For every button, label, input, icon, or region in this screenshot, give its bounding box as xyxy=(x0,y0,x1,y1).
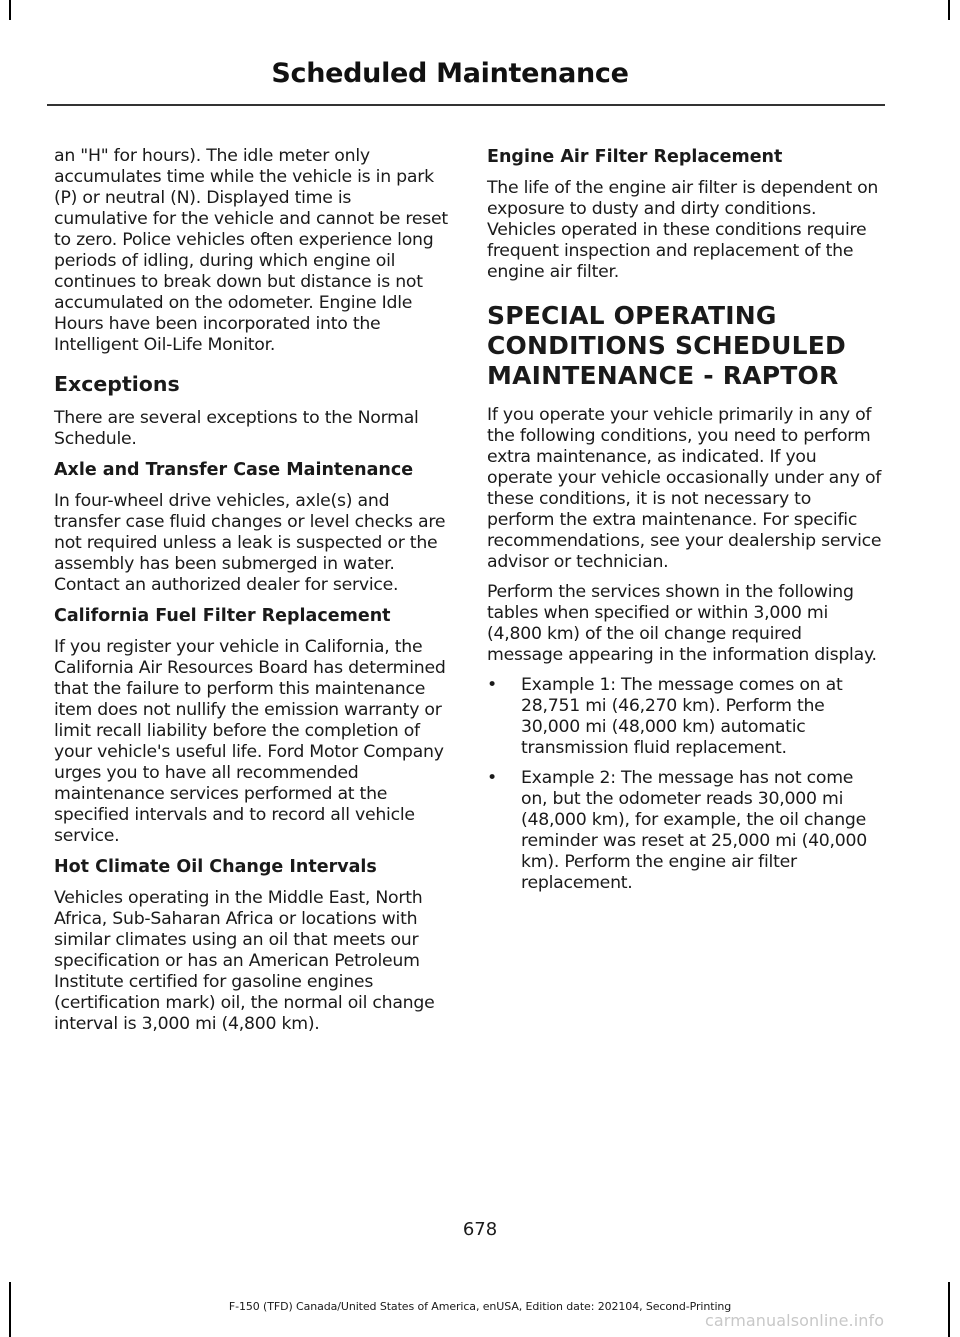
crop-mark-top-right xyxy=(948,0,950,20)
crop-mark-top-left xyxy=(9,0,11,20)
intro-paragraph: an "H" for hours). The idle meter only accumulates time while the vehicle is in park (P) or neutral (N). Displayed time is cumulative for the vehicle and cannot be reset to zero. Police vehicles often experience long periods of idling, during which engine oil continues to break down but distance is not accumulated on the odometer. Engine Idle Hours have been incorporated into the Intelligent Oil-Life Monitor. xyxy=(54,146,448,355)
list-item xyxy=(487,675,882,759)
list-item xyxy=(487,768,882,894)
axle-heading: Axle and Transfer Case Maintenance xyxy=(54,460,414,480)
california-heading: California Fuel Filter Replacement xyxy=(54,606,391,626)
page-title: Scheduled Maintenance xyxy=(271,58,629,89)
exceptions-paragraph: There are several exceptions to the Normal Schedule. xyxy=(54,408,419,449)
air-filter-paragraph: The life of the engine air filter is dependent on exposure to dusty and dirty conditions. Vehicles operated in these conditions require frequent inspection and replacement of the engine air filter. xyxy=(487,178,879,282)
left-column xyxy=(54,146,449,1044)
page-number: 678 xyxy=(462,1219,498,1240)
examples-list xyxy=(487,675,882,894)
example-1-text: Example 1: The message comes on at 28,751 mi (46,270 km). Perform the 30,000 mi (48,000 km) automatic transmission fluid replacement. xyxy=(521,675,843,758)
right-column xyxy=(487,146,882,903)
bullet-icon: • xyxy=(487,675,497,695)
header-divider xyxy=(47,104,885,106)
hot-climate-heading: Hot Climate Oil Change Intervals xyxy=(54,857,377,877)
exceptions-heading: Exceptions xyxy=(54,372,180,396)
crop-mark-bottom-left xyxy=(9,1282,11,1337)
air-filter-heading: Engine Air Filter Replacement xyxy=(487,147,783,167)
footer-edition-info: F-150 (TFD) Canada/United States of America, enUSA, Edition date: 202104, Second-Printing xyxy=(228,1300,732,1313)
example-2-text: Example 2: The message has not come on, but the odometer reads 30,000 mi (48,000 km), for example, the oil change reminder was reset at 25,000 mi (40,000 km). Perform the engine air filter replacement. xyxy=(521,768,868,893)
bullet-icon: • xyxy=(487,768,497,788)
special-conditions-paragraph-1: If you operate your vehicle primarily in any of the following conditions, you need to perform extra maintenance, as indicated. If you operate your vehicle occasionally under any of these conditions, it is not necessary to perform the extra maintenance. For specific recommendations, see your dealership service advisor or technician. xyxy=(487,405,882,572)
hot-climate-paragraph: Vehicles operating in the Middle East, North Africa, Sub-Saharan Africa or locations with similar climates using an oil that meets our specification or has an American Petroleum Institute certified for gasoline engines (certification mark) oil, the normal oil change interval is 3,000 mi (4,800 km). xyxy=(54,888,435,1034)
special-conditions-paragraph-2: Perform the services shown in the following tables when specified or within 3,000 mi (4,800 km) of the oil change required message appearing in the information display. xyxy=(487,582,877,665)
watermark: carmanualsonline.info xyxy=(705,1311,885,1330)
crop-mark-bottom-right xyxy=(948,1282,950,1337)
california-paragraph: If you register your vehicle in California, the California Air Resources Board has determined that the failure to perform this maintenance item does not nullify the emission warranty or limit recall liability before the completion of your vehicle's useful life. Ford Motor Company urges you to have all recommended maintenance services performed at the specified intervals and to record all vehicle service. xyxy=(54,637,446,846)
axle-paragraph: In four-wheel drive vehicles, axle(s) and transfer case fluid changes or level checks are not required unless a leak is suspected or the assembly has been submerged in water. Contact an authorized dealer for service. xyxy=(54,491,446,595)
special-conditions-heading: SPECIAL OPERATING CONDITIONS SCHEDULED MAINTENANCE - RAPTOR xyxy=(487,301,846,390)
